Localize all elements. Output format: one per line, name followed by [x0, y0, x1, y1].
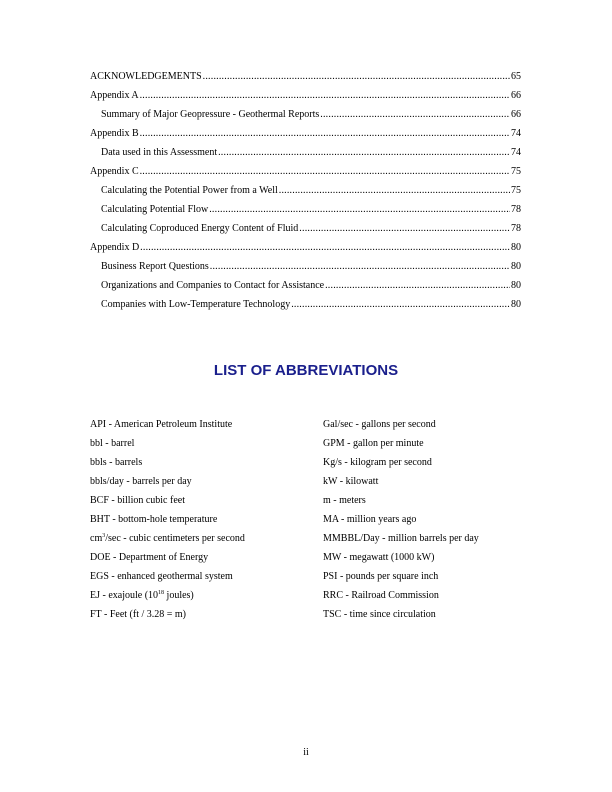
toc-leader-dots [279, 184, 510, 198]
abbreviation-text: MW - megawatt (1000 kW) [323, 552, 435, 563]
abbreviation-text: joules) [164, 590, 194, 601]
toc-entry-title: Organizations and Companies to Contact for Assistance [101, 280, 325, 291]
toc-entry-title: Appendix A [90, 90, 139, 101]
toc-entry-page: 66 [511, 109, 521, 120]
toc-entry[interactable] [90, 146, 521, 165]
toc-entry-title: Appendix C [90, 166, 139, 177]
toc-leader-dots [299, 222, 510, 236]
toc-entry-page: 80 [511, 261, 521, 272]
abbreviations-right-column [323, 418, 479, 627]
abbreviation-text: EGS - enhanced geothermal system [90, 571, 233, 582]
abbreviation-text: FT - Feet (ft / 3.28 = m) [90, 609, 187, 620]
abbreviation-text: bbls - barrels [90, 457, 143, 468]
abbreviation-item [90, 418, 245, 437]
abbreviation-item [90, 437, 245, 456]
toc-entry[interactable] [90, 203, 521, 222]
toc-entry-page: 80 [511, 299, 521, 310]
toc-entry-page: 66 [511, 90, 521, 101]
abbreviation-text: bbls/day - barrels per day [90, 476, 192, 487]
abbreviation-item [90, 551, 245, 570]
abbreviation-item [323, 589, 479, 608]
toc-entry-title: Companies with Low-Temperature Technology [101, 299, 291, 310]
toc-entry-title: Business Report Questions [101, 261, 209, 272]
toc-entry-page: 74 [511, 128, 521, 139]
abbreviation-item [90, 589, 245, 608]
superscript: 3 [102, 533, 106, 539]
toc-entry-page: 78 [511, 223, 521, 234]
toc-entry-title: Appendix B [90, 128, 139, 139]
toc-entry-page: 75 [511, 185, 521, 196]
abbreviation-text: BHT - bottom-hole temperature [90, 514, 218, 525]
abbreviation-item [323, 551, 479, 570]
toc-leader-dots [325, 279, 510, 293]
abbreviation-text: DOE - Department of Energy [90, 552, 209, 563]
abbreviation-text: bbl - barrel [90, 438, 135, 449]
toc-leader-dots [140, 241, 510, 255]
toc-entry[interactable] [90, 279, 521, 298]
abbreviation-text: PSI - pounds per square inch [323, 571, 439, 582]
abbreviation-item [323, 608, 479, 627]
abbreviation-item [323, 475, 479, 494]
toc-leader-dots [320, 108, 510, 122]
abbreviation-text: Kg/s - kilogram per second [323, 457, 432, 468]
toc-entry-page: 75 [511, 166, 521, 177]
toc-leader-dots [140, 127, 510, 141]
toc-entry[interactable] [90, 165, 521, 184]
abbreviation-item [323, 494, 479, 513]
abbreviation-text: cm [90, 533, 103, 544]
table-of-contents [90, 70, 521, 317]
toc-entry[interactable] [90, 70, 521, 89]
abbreviation-text: TSC - time since circulation [323, 609, 436, 620]
abbreviation-item [90, 570, 245, 589]
abbreviation-text: GPM - gallon per minute [323, 438, 424, 449]
abbreviation-item [323, 418, 479, 437]
abbreviation-text: /sec - cubic centimeters per second [105, 533, 245, 544]
toc-leader-dots [291, 298, 510, 312]
toc-entry-page: 65 [511, 71, 521, 82]
abbreviation-item [90, 532, 245, 551]
toc-entry[interactable] [90, 241, 521, 260]
abbreviation-text: API - American Petroleum Institute [90, 419, 233, 430]
abbreviation-text: m - meters [323, 495, 366, 506]
toc-entry[interactable] [90, 127, 521, 146]
abbreviation-text: MMBBL/Day - million barrels per day [323, 533, 479, 544]
toc-entry[interactable] [90, 222, 521, 241]
abbreviation-item [90, 494, 245, 513]
abbreviation-item [323, 437, 479, 456]
abbreviation-text: kW - kilowatt [323, 476, 379, 487]
toc-entry-page: 78 [511, 204, 521, 215]
toc-entry-title: Appendix D [90, 242, 140, 253]
page-heading: LIST OF ABBREVIATIONS [213, 362, 399, 379]
abbreviation-text: EJ - exajoule (10 [90, 590, 159, 601]
superscript: 18 [158, 590, 165, 596]
toc-leader-dots [209, 203, 510, 217]
toc-leader-dots [140, 89, 510, 103]
abbreviation-item [323, 570, 479, 589]
toc-entry-page: 80 [511, 242, 521, 253]
toc-entry[interactable] [90, 184, 521, 203]
toc-leader-dots [210, 260, 510, 274]
abbreviation-item [323, 532, 479, 551]
toc-entry[interactable] [90, 108, 521, 127]
toc-leader-dots [140, 165, 510, 179]
toc-entry[interactable] [90, 260, 521, 279]
abbreviation-item [323, 513, 479, 532]
abbreviations-left-column [90, 418, 245, 627]
toc-entry-title: Calculating Potential Flow [101, 204, 209, 215]
abbreviation-item [90, 475, 245, 494]
abbreviation-item [90, 513, 245, 532]
toc-entry-page: 74 [511, 147, 521, 158]
abbreviation-text: BCF - billion cubic feet [90, 495, 185, 506]
toc-entry-title: Calculating Coproduced Energy Content of Fluid [101, 223, 299, 234]
toc-entry[interactable] [90, 89, 521, 108]
page-number: ii [303, 747, 309, 758]
toc-entry-title: Data used in this Assessment [101, 147, 218, 158]
abbreviation-item [323, 456, 479, 475]
toc-leader-dots [203, 70, 510, 84]
abbreviation-text: Gal/sec - gallons per second [323, 419, 436, 430]
toc-entry[interactable] [90, 298, 521, 317]
abbreviation-item [90, 608, 245, 627]
toc-entry-title: Summary of Major Geopressure - Geothermal Reports [101, 109, 320, 120]
abbreviation-item [90, 456, 245, 475]
abbreviation-text: RRC - Railroad Commission [323, 590, 439, 601]
toc-leader-dots [218, 146, 510, 160]
toc-entry-page: 80 [511, 280, 521, 291]
toc-entry-title: ACKNOWLEDGEMENTS [90, 71, 202, 82]
abbreviation-text: MA - million years ago [323, 514, 417, 525]
toc-entry-title: Calculating the Potential Power from a Well [101, 185, 278, 196]
